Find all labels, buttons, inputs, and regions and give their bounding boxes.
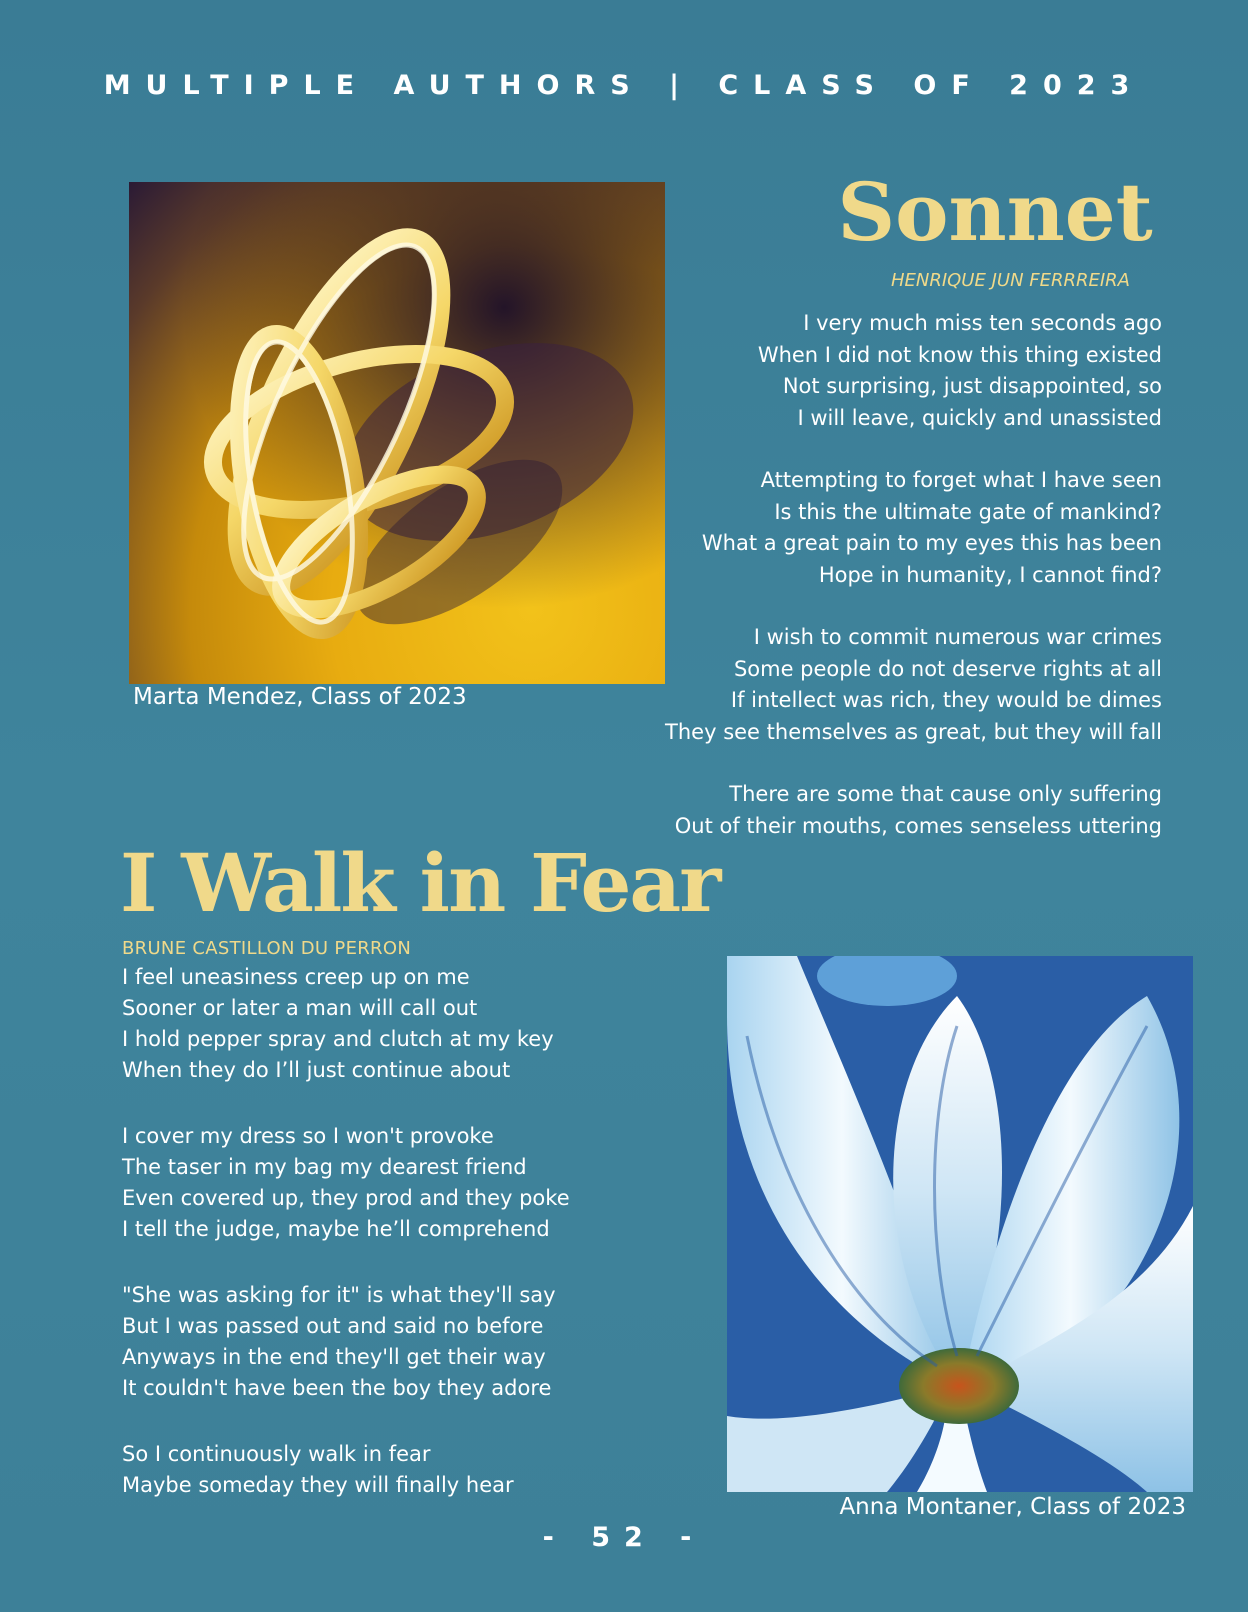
- poem-stanza: [642, 622, 1162, 748]
- running-header: MULTIPLE AUTHORS | CLASS OF 2023: [103, 70, 1145, 101]
- poem-line: What a great pain to my eyes this has been: [701, 531, 1162, 555]
- poem-body: [122, 962, 642, 1536]
- poem-title: Sonnet: [837, 165, 1153, 259]
- poem-author: BRUNE CASTILLON DU PERRON: [122, 938, 412, 959]
- artwork-caption: Marta Mendez, Class of 2023: [133, 684, 467, 710]
- poem-line: Sooner or later a man will call out: [122, 996, 478, 1020]
- poem-line: If intellect was rich, they would be dimes: [730, 688, 1162, 712]
- poem-line: I cover my dress so I won't provoke: [122, 1124, 494, 1148]
- poem-stanza: [642, 779, 1162, 842]
- page-number: - 52 -: [542, 1522, 706, 1553]
- blue-flower-pastel-artwork: [727, 956, 1193, 1492]
- poem-line: When I did not know this thing existed: [757, 342, 1162, 367]
- poem-line: Out of their mouths, comes senseless uttering: [674, 813, 1162, 838]
- poem-line: Is this the ultimate gate of mankind?: [774, 499, 1162, 524]
- poem-stanza: [122, 1121, 642, 1245]
- poem-stanza: [122, 1280, 642, 1404]
- poem-title: I Walk in Fear: [120, 836, 720, 930]
- poem-line: I hold pepper spray and clutch at my key: [122, 1027, 554, 1051]
- poem-line: When they do I’ll just continue about: [122, 1058, 511, 1082]
- poem-line: Attempting to forget what I have seen: [760, 468, 1162, 492]
- poem-line: I feel uneasiness creep up on me: [122, 965, 470, 989]
- poem-line: Not surprising, just disappointed, so: [782, 374, 1162, 398]
- poem-line: Some people do not deserve rights at all: [733, 656, 1162, 681]
- poem-stanza: [642, 308, 1162, 434]
- poem-stanza: [122, 1439, 642, 1501]
- poem-line: Even covered up, they prod and they poke: [122, 1186, 570, 1210]
- poem-line: I will leave, quickly and unassisted: [797, 405, 1162, 430]
- poem-author: HENRIQUE JUN FERRREIRA: [890, 270, 1130, 291]
- poem-line: I tell the judge, maybe he’ll comprehend: [122, 1217, 550, 1241]
- poem-body: [642, 308, 1162, 873]
- poem-line: They see themselves as great, but they will fall: [665, 719, 1162, 744]
- poem-line: Hope in humanity, I cannot find?: [818, 562, 1162, 587]
- poem-stanza: [122, 962, 642, 1086]
- poem-line: Maybe someday they will finally hear: [122, 1473, 514, 1497]
- poem-line: Anyways in the end they'll get their way: [122, 1345, 546, 1369]
- poem-line: It couldn't have been the boy they adore: [122, 1376, 552, 1400]
- poem-line: So I continuously walk in fear: [122, 1442, 431, 1466]
- poem-line: But I was passed out and said no before: [122, 1314, 544, 1338]
- poem-line: I very much miss ten seconds ago: [803, 311, 1162, 335]
- poem-stanza: [642, 465, 1162, 591]
- poem-line: "She was asking for it" is what they'll say: [122, 1283, 556, 1307]
- poem-line: The taser in my bag my dearest friend: [122, 1155, 527, 1179]
- poem-line: There are some that cause only suffering: [729, 782, 1162, 806]
- poem-line: I wish to commit numerous war crimes: [753, 625, 1162, 649]
- yellow-paper-sculpture-artwork: [129, 182, 665, 684]
- artwork-caption: Anna Montaner, Class of 2023: [839, 1494, 1186, 1520]
